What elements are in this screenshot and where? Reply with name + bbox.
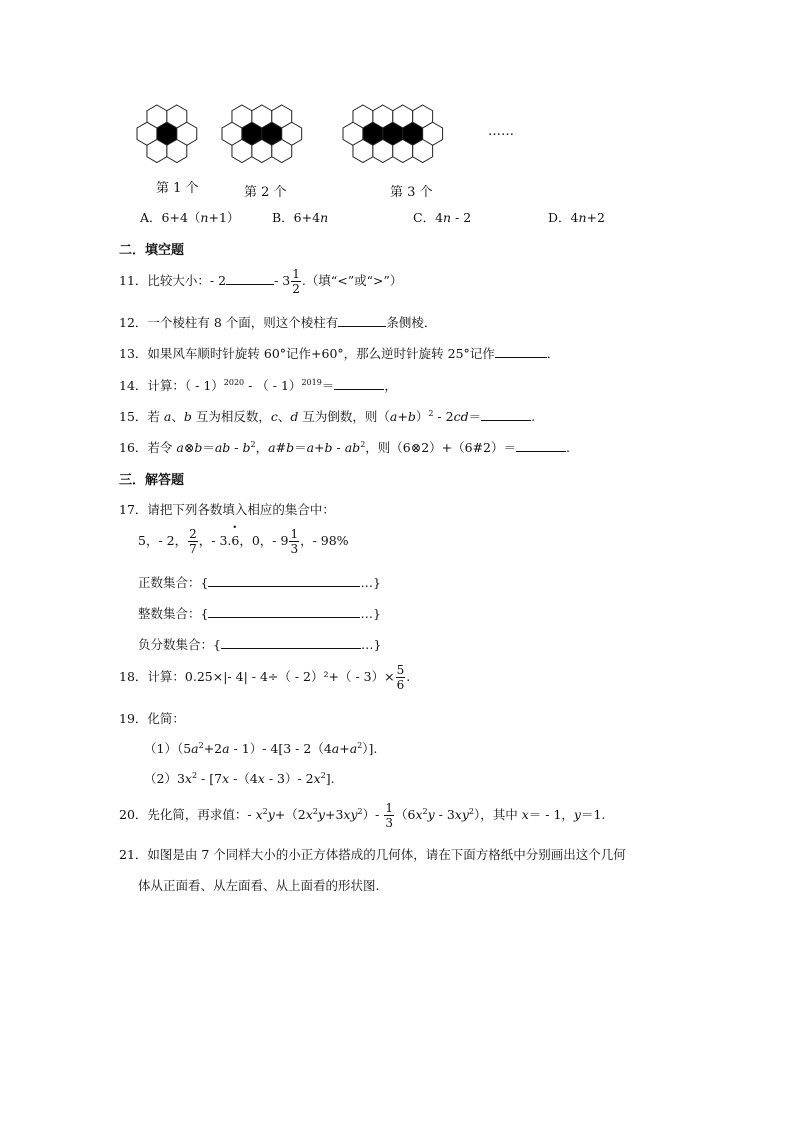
question-18: 18．计算：0.25×|- 4| - 4÷（ - 2）²+（ - 3）× $\frac{5}{6}$ .	[119, 663, 411, 692]
question-14: 14．计算：（ - 1）$^{2020}$ - （ - 1）$^{2019}$＝ ，	[119, 377, 397, 393]
white-hexagon	[147, 140, 167, 163]
white-hexagon	[373, 140, 393, 163]
set-integer: 整数集合：{ …}	[138, 606, 381, 621]
figure-2-label: 第 2 个	[244, 185, 287, 200]
question-17-title: 17．请把下列各数填入相应的集合中：	[119, 502, 335, 517]
set-positive: 正数集合：{ …}	[138, 575, 381, 590]
hex-figure-1	[135, 103, 205, 176]
option-a: A．6+4（n+1）	[140, 210, 240, 225]
option-b: B．6+4n	[272, 210, 329, 225]
white-hexagon	[353, 140, 373, 163]
hex-figure-2	[220, 103, 330, 176]
option-c: C．4n - 2	[413, 210, 472, 225]
question-19-title: 19．化简：	[119, 711, 185, 726]
question-17-numbers: 5，- 2， $\frac{2}{7}$ ，- 3.• 6，0，- 9 $\frac{1}{3}$ ，- 98%	[138, 528, 349, 555]
white-hexagon	[393, 140, 413, 163]
set-negative-fraction: 负分数集合：{ …}	[138, 637, 382, 652]
figure-3-label: 第 3 个	[390, 185, 433, 200]
question-16: 16．若令 a⊗b＝ab - $b^2$，a#b＝a+b - $ab^2$，则（6⊗2）+（6#2）＝ .	[119, 439, 570, 455]
question-20: 20．先化简，再求值：- $x^2y+(2x^2y+3xy^2)-$ $\frac{1}{3}$ $(6x^2y - 3xy^2)$，其中 x＝ - 1，y＝1.	[119, 801, 606, 830]
white-hexagon	[252, 140, 272, 163]
question-19-part-2: $(2)3x^2 - [7x$ -（4x - 3）- $2x^2$].	[144, 770, 335, 786]
question-15: 15．若 a、b 互为相反数，c、d 互为倒数，则$(a+b)^2 - 2cd=$ .	[119, 408, 536, 424]
question-13: 13．如果风车顺时针旋转 60°记作+60°，那么逆时针旋转 25°记作 ．	[119, 346, 560, 361]
white-hexagon	[167, 140, 187, 163]
white-hexagon	[232, 140, 252, 163]
figure-ellipsis: ……	[488, 124, 514, 139]
question-21-line-1: 21．如图是由 7 个同样大小的小正方体搭成的几何体，请在下面方格纸中分别画出这个几何	[119, 847, 626, 862]
white-hexagon	[413, 140, 433, 163]
question-11: 11．比较大小：- 2 - 3 $\frac{1}{2}$ .（填“<”或“>”）	[119, 267, 403, 296]
section-solve-heading: 三．解答题	[119, 473, 185, 488]
repeating-digit: • 6	[231, 533, 239, 548]
question-21-line-2: 体从正面看、从左面看、从上面看的形状图.	[138, 878, 380, 893]
figure-1-label: 第 1 个	[156, 181, 199, 196]
white-hexagon	[272, 140, 292, 163]
question-19-part-1: $(1)(5a^2+2a - 1)-$ $4[3 - 2(4a+a^2)]$.	[144, 740, 378, 756]
hex-figure-3	[341, 103, 491, 176]
option-d: D．4n+2	[548, 210, 605, 225]
section-fill-heading: 二．填空题	[119, 243, 185, 258]
question-12: 12．一个棱柱有 8 个面，则这个棱柱有 条侧棱．	[119, 315, 437, 330]
